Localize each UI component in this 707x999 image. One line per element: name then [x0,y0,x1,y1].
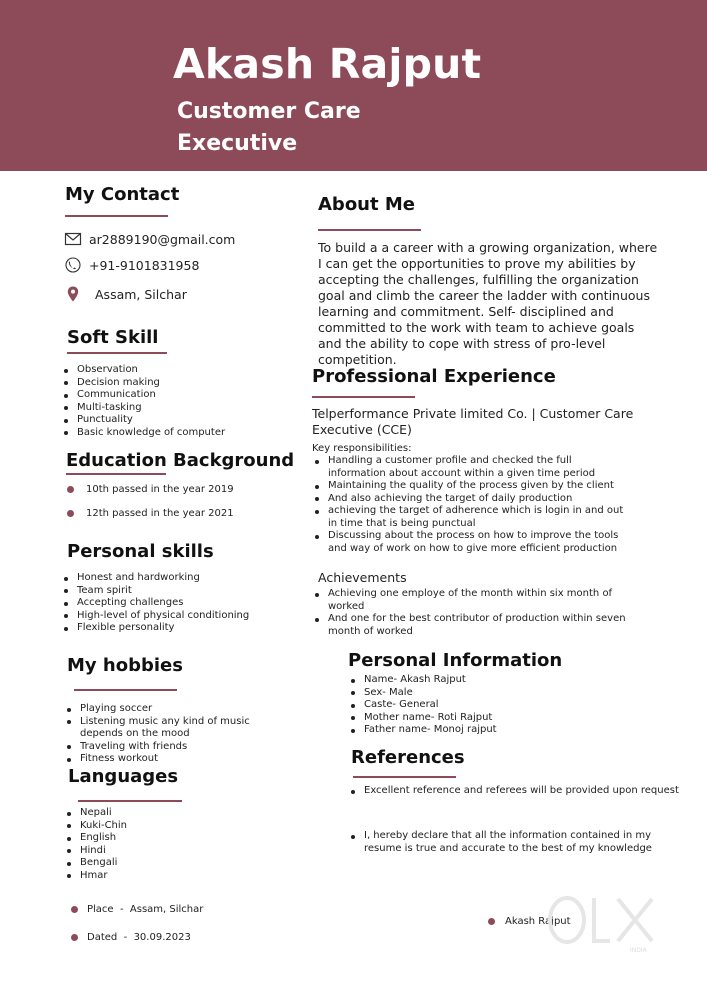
education-item [67,508,234,519]
list-item: Observation [62,364,282,377]
dated-text: Dated - 30.09.2023 [87,932,191,943]
list-item: Caste- General [349,699,569,712]
candidate-role: Customer Care Executive [177,99,361,156]
achievements-list [313,588,628,638]
list-item: Excellent reference and referees will be provided upon request [349,785,679,798]
bullet-dot [67,486,74,493]
list-item: Multi-tasking [62,402,282,415]
list-item: Fitness workout [65,753,255,766]
job-title: Telperformance Private limited Co. | Customer Care Executive (CCE) [312,406,634,437]
languages-heading: Languages [68,766,179,787]
education-text: 10th passed in the year 2019 [86,484,234,495]
list-item: Maintaining the quality of the process given by the client [313,480,628,493]
education-item [67,484,234,495]
contact-email-row [64,229,235,249]
list-item: Hindi [65,845,215,858]
about-heading: About Me [318,194,415,215]
references-rule [353,776,456,778]
list-item: And one for the best contributor of production within seven month of worked [313,613,628,638]
list-item: achieving the target of adherence which is login in and out in time that is being punctual [313,505,628,530]
bullet-dot [71,906,78,913]
list-item: Honest and hardworking [62,572,292,585]
location-pin-icon [64,285,82,303]
dated-row [71,932,191,943]
candidate-name: Akash Rajput [173,40,482,88]
list-item: I, hereby declare that all the information contained in my resume is true and accurate to the best of my knowledge [349,830,684,855]
list-item: Communication [62,389,282,402]
list-item: Kuki-Chin [65,820,215,833]
references-heading: References [351,747,465,768]
list-item: Flexible personality [62,622,292,635]
hobbies-list [65,703,255,766]
list-item: Playing soccer [65,703,255,716]
bullet-dot [67,510,74,517]
contact-rule [65,215,168,217]
soft-skill-heading: Soft Skill [67,327,159,348]
bullet-dot [71,934,78,941]
soft-skill-list [62,364,282,439]
list-item: Nepali [65,807,215,820]
education-rule [66,473,166,475]
list-item: English [65,832,215,845]
header-banner [0,0,707,171]
about-rule [318,229,421,231]
contact-location: Assam, Silchar [95,286,187,302]
contact-email[interactable]: ar2889190@gmail.com [89,231,236,247]
list-item: Team spirit [62,585,292,598]
list-item: Basic knowledge of computer [62,427,282,440]
place-row [71,904,203,915]
phone-icon [64,256,82,274]
personal-info-heading: Personal Information [348,650,563,671]
mail-icon [64,230,82,248]
declaration-list [349,830,684,855]
olx-india-label: INDIA [630,947,647,954]
soft-skill-rule [67,352,167,354]
languages-list [65,807,215,882]
list-item: Mother name- Roti Rajput [349,712,569,725]
list-item: Achieving one employe of the month within six month of worked [313,588,628,613]
contact-location-row [64,284,187,304]
contact-heading: My Contact [65,184,180,205]
contact-phone-row [64,255,199,275]
experience-rule [312,396,415,398]
list-item: And also achieving the target of daily production [313,493,628,506]
list-item: Listening music any kind of music depends on the mood [65,716,255,741]
personal-info-list [349,674,569,737]
personal-skills-heading: Personal skills [67,541,214,562]
bullet-dot [488,918,495,925]
list-item: Traveling with friends [65,741,255,754]
list-item: Father name- Monoj rajput [349,724,569,737]
list-item: Name- Akash Rajput [349,674,569,687]
about-text: To build a a career with a growing organization, where I can get the opportunities to prove my abilities by accepting the challenges, fulfilling the organization goal and climb the career the ladder with continuous learning and commitment. Self- disciplined and committed to the work with team to achieve goals and the ability to cope with stress of pro-level competition. [318,240,658,367]
experience-heading: Professional Experience [312,366,556,387]
signature-name: Akash Rajput [505,916,571,927]
place-text: Place - Assam, Silchar [87,904,204,915]
responsibilities-label: Key responsibilities: [312,443,412,454]
responsibilities-list [313,455,628,555]
references-list [349,785,679,798]
list-item: Hmar [65,870,215,883]
languages-rule [78,800,182,802]
list-item: Bengali [65,857,215,870]
achievements-label: Achievements [318,570,407,585]
list-item: Decision making [62,377,282,390]
list-item: Handling a customer profile and checked the full information about account within a given time period [313,455,628,480]
olx-watermark-logo [542,893,672,955]
list-item: High-level of physical conditioning [62,610,292,623]
education-heading: Education Background [66,450,295,471]
hobbies-heading: My hobbies [67,655,183,676]
hobbies-rule [74,689,177,691]
education-text: 12th passed in the year 2021 [86,508,234,519]
list-item: Sex- Male [349,687,569,700]
list-item: Accepting challenges [62,597,292,610]
list-item: Discussing about the process on how to improve the tools and way of work on how to give more efficient production [313,530,628,555]
list-item: Punctuality [62,414,282,427]
contact-phone[interactable]: +91-9101831958 [89,257,200,273]
personal-skills-list [62,572,292,635]
